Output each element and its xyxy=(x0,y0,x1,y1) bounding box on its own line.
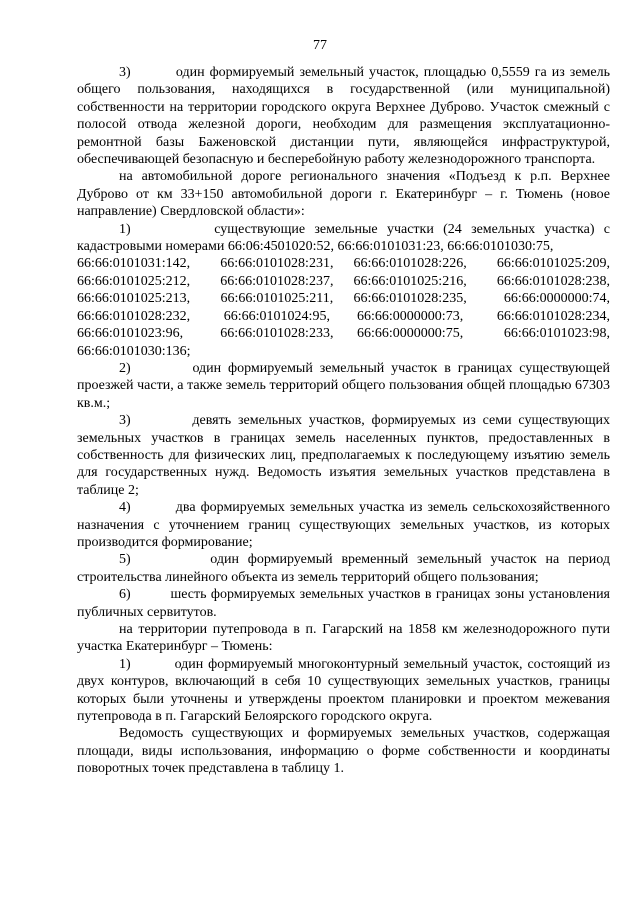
paragraph-item-4-agricultural: 4) два формируемых земельных участка из земель сельскохозяйственного назначения с уточнением границ существующих земельных участков, из которых производится формирование; xyxy=(77,500,610,550)
cadastral-number: 66:66:0101025:216, xyxy=(353,273,467,289)
cadastral-number: 66:66:0101028:234, xyxy=(496,308,610,324)
cadastral-number-list xyxy=(77,255,610,342)
cadastral-number: 66:66:0101024:95, xyxy=(223,308,330,324)
paragraph-statement: Ведомость существующих и формируемых земельных участков, содержащая площади, виды использования, информацию о форме собственности и координаты поворотных точек представлена в таблицу 1. xyxy=(77,726,610,777)
paragraph-overpass-section: на территории путепровода в п. Гагарский на 1858 км железнодорожного пути участка Екатеринбург – Тюмень: xyxy=(77,622,610,655)
cadastral-number: 66:66:0101031:142, xyxy=(77,256,191,272)
paragraph-item-5-temporary-plot: 5) один формируемый временный земельный участок на период строительства линейного объекта из земель территорий общего пользования; xyxy=(77,552,610,585)
cadastral-number: 66:66:0101023:96, xyxy=(77,326,184,342)
cadastral-number: 66:66:0101028:232, xyxy=(77,308,191,324)
paragraph-item-3-nine-plots: 3) девять земельных участков, формируемых из семи существующих земельных участков в границах земель населенных пунктов, предоставленных в собственность для физических лиц, предполагаемых к последующему изъятию земель для государственных нужд. Ведомость изъятия земельных участков представлена в таблице 2; xyxy=(77,413,610,498)
cadastral-number: 66:66:0101028:237, xyxy=(220,273,334,289)
paragraph-item-1-multicontour: 1) один формируемый многоконтурный земельный участок, состоящий из двух контуров, включающий в себя 10 существующих земельных участков, границы которых были уточнены и утверждены проектом планировки и проектом межевания путепровода в п. Гагарский Белоярского городского округа. xyxy=(77,656,610,725)
cadastral-number: 66:66:0101028:235, xyxy=(353,291,467,307)
cadastral-number: 66:66:0101028:238, xyxy=(496,273,610,289)
cadastral-number: 66:66:0000000:74, xyxy=(503,291,610,307)
paragraph-highway-section: на автомобильной дороге регионального значения «Подъезд к р.п. Верхнее Дуброво от км 33+150 автомобильной дороги г. Екатеринбург – г. Тюмень (новое направление) Свердловской области»: xyxy=(77,169,610,220)
cadastral-number: 66:66:0101028:231, xyxy=(220,256,334,272)
paragraph-item-2-roadway-plot: 2) один формируемый земельный участок в границах существующей проезжей части, а также земель территорий общего пользования общей площадью 67303 кв.м.; xyxy=(77,360,610,411)
cadastral-number: 66:66:0101025:209, xyxy=(496,256,610,272)
paragraph-item-6-servitude: 6) шесть формируемых земельных участков в границах зоны установления публичных сервитутов. xyxy=(77,587,610,620)
cadastral-number-last: 66:66:0101030:136; xyxy=(77,343,191,359)
cadastral-number: 66:66:0000000:75, xyxy=(357,326,464,342)
cadastral-number: 66:66:0101023:98, xyxy=(503,326,610,342)
cadastral-number: 66:66:0000000:73, xyxy=(357,308,464,324)
document-body xyxy=(77,64,610,778)
page-number: 77 xyxy=(313,38,327,53)
cadastral-number: 66:66:0101028:233, xyxy=(220,326,334,342)
cadastral-number: 66:66:0101028:226, xyxy=(353,256,467,272)
paragraph-item-3-land-plot: 3) один формируемый земельный участок, площадью 0,5559 га из земель общего пользования, находящихся в государственной (или муниципальной) собственности на территории городского округа Верхнее Дуброво. Участок смежный с полосой отвода железной дороги, необходим для размещения эксплуатационно-ремонтной базы Баженовской дистанции пути, являющейся инфраструктурой, обеспечивающей безопасную и бесперебойную работу железнодорожного транспорта. xyxy=(77,65,610,168)
paragraph-item-1-existing-plots: 1) существующие земельные участки (24 земельных участка) с кадастровыми номерами 66:06:4501020:52, 66:66:0101031:23, 66:66:0101030:75, xyxy=(77,221,610,255)
cadastral-number: 66:66:0101025:213, xyxy=(77,291,191,307)
cadastral-number: 66:66:0101025:212, xyxy=(77,273,191,289)
cadastral-number: 66:66:0101025:211, xyxy=(220,291,334,307)
